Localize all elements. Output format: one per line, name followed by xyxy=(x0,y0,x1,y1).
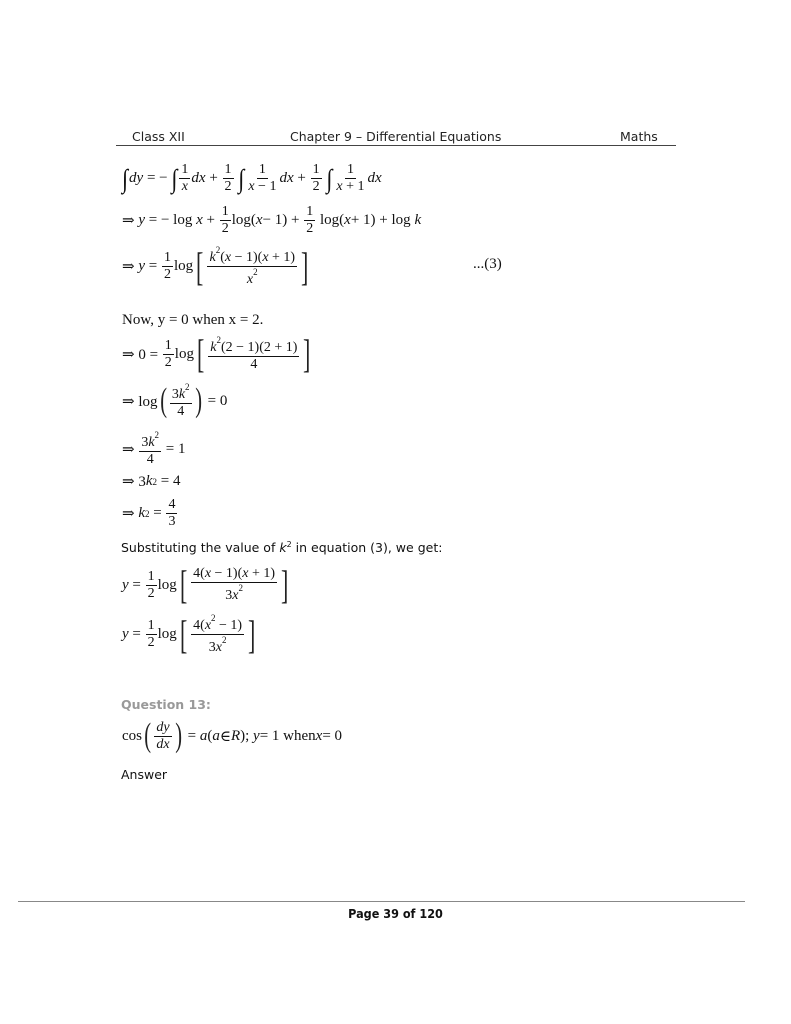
equation-3-label: ...(3) xyxy=(473,256,502,272)
substitution-text: Substituting the value of $k^2$ in equation (3), we get: xyxy=(121,540,443,556)
condition-text: Now, y = 0 when x = 2. xyxy=(122,312,264,328)
step-k2-value: ⇒ k 2 = $\frac{4}{3}$ xyxy=(122,497,176,529)
step-log-zero: ⇒ log ( $\frac{3k^2}{4}$ ) = 0 xyxy=(122,382,228,419)
result-equation-1: y = $\frac{1}{2}$ log [ $\frac{4(x - 1)(x + 1)}{3x^2}$ ] xyxy=(122,562,289,607)
equation-integral: ∫ dy = − ∫ $\frac{1}{x}$ dx + $\frac{1}{2}$ ∫ $\frac{1}{x - 1}$ dx + $\frac{1}{2}$ ∫ $\frac{1}{x + 1}$ dx xyxy=(122,162,382,194)
answer-label: Answer xyxy=(121,767,168,782)
result-equation-2: y = $\frac{1}{2}$ log [ $\frac{4(x^2 - 1)}{3x^2}$ ] xyxy=(122,611,256,657)
header-chapter: Chapter 9 – Differential Equations xyxy=(290,129,502,144)
step-3k2-equals-4: ⇒ 3 k 2 = 4 xyxy=(122,473,181,490)
step-substitute: ⇒ 0 = $\frac{1}{2}$ log [ $\frac{k^2(2 - 1)(2 + 1)}{4}$ ] xyxy=(122,331,311,376)
header-divider xyxy=(116,145,676,146)
page-number: Page 39 of 120 xyxy=(348,906,443,921)
header-class: Class XII xyxy=(132,129,185,144)
footer-divider xyxy=(18,901,745,902)
header-subject: Maths xyxy=(620,129,658,144)
equation-log-sum: ⇒ y = − log x + $\frac{1}{2}$ log( x − 1) + $\frac{1}{2}$ log( x + 1) + log k xyxy=(122,204,422,236)
question-statement: cos ( $\frac{dy}{dx}$ ) = a ( a ∈ R ); y = 1 when x = 0 xyxy=(122,717,343,754)
step-equals-one: ⇒ $\frac{3k^2}{4}$ = 1 xyxy=(122,430,186,467)
question-title: Question 13: xyxy=(121,697,211,712)
equation-3: ⇒ y = $\frac{1}{2}$ log [ $\frac{k^2(x - 1)(x + 1)}{x^2}$ ] xyxy=(122,243,309,289)
